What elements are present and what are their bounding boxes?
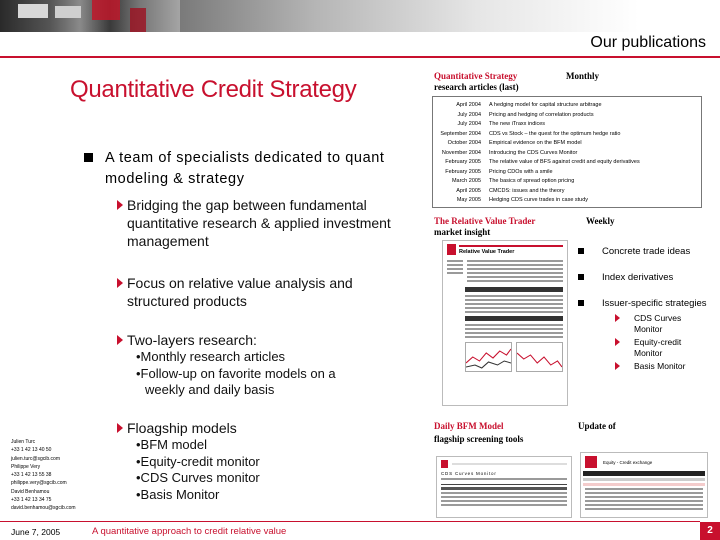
arrow-bullet-icon [117, 423, 123, 433]
point-flagship-models [117, 419, 407, 503]
article-date: February 2005 [445, 168, 481, 175]
arrow-bullet-icon [615, 338, 620, 346]
article-date: September 2004 [440, 130, 481, 137]
bfm-left-thumb-title: CDS Curves Monitor [441, 471, 497, 476]
rvt-title: The Relative Value Trader [434, 216, 536, 226]
sub-point: •Basis Monitor [136, 486, 220, 502]
arrow-bullet-icon [117, 335, 123, 345]
brand-logo-icon [447, 244, 456, 255]
square-bullet-icon [578, 300, 584, 306]
article-date: July 2004 [457, 111, 481, 118]
article-title: Pricing and hedging of correlation products [489, 111, 594, 118]
article-row [433, 149, 701, 159]
sub-point: •CDS Curves monitor [136, 470, 260, 485]
rvt-subtitle: market insight [434, 227, 491, 237]
brand-logo-icon [585, 456, 597, 468]
article-title: The basics of spread option pricing [489, 178, 575, 184]
rvt-feature-list [578, 246, 708, 372]
main-bullet-text: A team of specialists dedicated to quant modeling & strategy [105, 150, 385, 187]
article-row [433, 196, 701, 206]
point-text: Bridging the gap between fundamental quantitative research & applied investment management [127, 197, 391, 249]
article-date: July 2004 [457, 121, 481, 127]
rvt-heading [434, 216, 704, 238]
bfm-thumbnail-left [436, 456, 572, 518]
contact-email[interactable]: philippe.very@sgcib.com [11, 480, 67, 487]
article-row [433, 158, 701, 168]
rvt-sub-feature: CDS Curves Monitor [578, 313, 708, 334]
sub-point: •Equity-credit monitor [136, 453, 260, 469]
contact-email[interactable]: david.benhamou@sgcib.com [11, 505, 76, 512]
arrow-bullet-icon [117, 200, 123, 210]
article-date: October 2004 [447, 140, 481, 146]
rvt-sub-feature: Equity-credit Monitor [578, 337, 708, 358]
footer-tagline: A quantitative approach to credit relative value [92, 526, 287, 537]
contact-phone: +33 1 42 13 55 38 [11, 472, 52, 479]
contact-name: Julien Turc [11, 439, 36, 445]
rvt-feature: Index derivatives [578, 272, 708, 284]
bfm-heading [434, 421, 704, 445]
point-two-layers [117, 331, 407, 399]
sub-point-list [117, 437, 407, 503]
articles-frequency: Monthly [566, 71, 600, 81]
point-bridging [117, 196, 407, 250]
square-bullet-icon [578, 248, 584, 254]
article-row [433, 139, 701, 149]
bfm-title: Daily BFM Model [434, 421, 504, 431]
point-focus [117, 274, 407, 310]
contact-phone: +33 1 42 13 34 75 [11, 497, 52, 504]
rvt-feature: Concrete trade ideas [578, 246, 708, 258]
arrow-bullet-icon [615, 314, 620, 322]
rvt-sub-feature: Basis Monitor [578, 361, 708, 372]
contact-list [11, 438, 76, 513]
sub-point: weekly and daily basis [145, 382, 275, 397]
article-row [433, 120, 701, 130]
square-bullet-icon [578, 274, 584, 280]
sub-point: •Monthly research articles [136, 349, 286, 364]
bfm-frequency: Update of [578, 421, 616, 431]
trading-room-photo [0, 0, 200, 32]
rvt-frequency: Weekly [586, 216, 615, 226]
article-row [433, 101, 701, 111]
rvt-feature: Issuer-specific strategies [578, 298, 708, 310]
contact-phone: +33 1 42 13 40 50 [11, 447, 52, 454]
section-title: Our publications [590, 34, 706, 51]
sub-point-list [117, 349, 407, 399]
article-row [433, 187, 701, 197]
articles-subtitle: research articles (last) [434, 82, 519, 92]
article-title: CDS vs Stock – the quest for the optimum hedge ratio [489, 130, 621, 137]
point-text: Floagship models [127, 420, 237, 436]
main-bullet [84, 148, 404, 190]
contact-name: Philippe Very [11, 463, 41, 470]
point-text: Two-layers research: [127, 332, 257, 348]
footer-rule [0, 521, 700, 522]
article-title: A hedging model for capital structure arbitrage [489, 102, 602, 108]
contact-email[interactable]: julien.turc@sgcib.com [11, 455, 60, 462]
sub-point: •BFM model [136, 437, 208, 452]
article-row [433, 111, 701, 121]
header-rule [0, 56, 720, 58]
articles-table [432, 96, 702, 208]
articles-title: Quantitative Strategy [434, 71, 518, 81]
page-title: Quantitative Credit Strategy [70, 76, 357, 103]
article-title: Introducing the CDS Curves Monitor [489, 149, 578, 156]
page-number: 2 [700, 522, 720, 540]
bfm-subtitle: flagship screening tools [434, 434, 524, 444]
bfm-right-thumb-title: Equity - Credit exchange [603, 459, 653, 465]
article-title: CMCDS: issues and the theory [489, 187, 565, 194]
arrow-bullet-icon [117, 278, 123, 288]
rvt-thumb-title: Relative Value Trader [459, 248, 515, 255]
article-title: Empirical evidence on the BFM model [489, 140, 582, 146]
footer-date: June 7, 2005 [11, 527, 61, 537]
arrow-bullet-icon [615, 362, 620, 370]
article-date: February 2005 [445, 159, 481, 165]
sub-point: •Follow-up on favorite models on a [136, 365, 336, 381]
article-title: The new iTraxx indices [489, 121, 546, 127]
header-banner [0, 0, 720, 32]
square-bullet-icon [84, 153, 93, 162]
bfm-thumbnail-right [580, 452, 708, 518]
article-row [433, 130, 701, 140]
rvt-thumbnail [442, 240, 568, 406]
article-row [433, 177, 701, 187]
article-date: April 2005 [456, 187, 481, 194]
article-title: Hedging CDS curve trades in case study [489, 197, 589, 203]
brand-logo-icon [441, 460, 448, 468]
article-date: April 2004 [456, 102, 481, 108]
article-date: March 2005 [451, 178, 481, 184]
article-date: November 2004 [441, 149, 481, 156]
article-date: May 2005 [456, 197, 481, 203]
contact-name: David Benhamou [11, 488, 50, 495]
point-text: Focus on relative value analysis and structured products [127, 275, 353, 309]
article-title: Pricing CDOs with a smile [489, 168, 553, 175]
article-title: The relative value of BFS against credit and equity derivatives [489, 159, 640, 165]
articles-heading [434, 71, 694, 93]
article-row [433, 168, 701, 178]
